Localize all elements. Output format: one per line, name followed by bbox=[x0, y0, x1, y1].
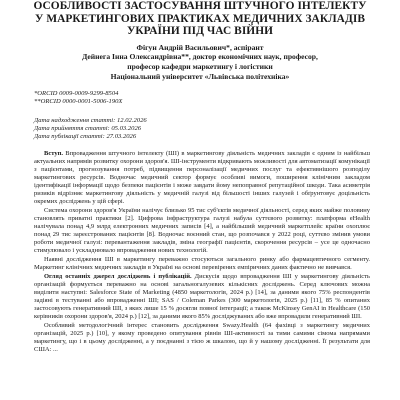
date-received: Дата надходження статті: 12.02.2026 bbox=[34, 116, 147, 124]
paragraph-literature-review bbox=[34, 273, 370, 321]
article-body bbox=[34, 150, 370, 354]
title-line-3: УКРАЇНИ ПІД ЧАС ВІЙНИ bbox=[126, 25, 274, 38]
author-1: Фігун Андрій Васильович*, аспірант bbox=[136, 42, 264, 52]
paragraph-1-text: Впровадження штучного інтелекту (ШІ) в маркетингову діяльність медичних закладів є одним із найбільш актуальних напрямів розвитку охорони здоров'я. ШІ-інструменти відкривають можливості для автоматизації комунікації з пацієнтами, прогнозування потреб, підвищення персоналізації медичних послуг та ефективнішого розподілу маркетингових ресурсів. Водночас медичний сектор формує особливі вимоги, поширення клінічним закладом ідентифікації інформації щодо безпеки пацієнтів і може завдати йому непоправної репутаційної шкоди. Така асиметрія ризиків відрізняє маркетингову діяльність у медичній галузі від більшості інших галузей і обґрунтовує доцільність окремих досліджень у цій сфері. bbox=[34, 150, 370, 205]
title-line-1: ОСОБЛИВОСТІ ЗАСТОСУВАННЯ ШТУЧНОГО ІНТЕЛЕКТУ bbox=[33, 0, 367, 12]
paper-title bbox=[0, 0, 400, 38]
paragraph-introduction bbox=[34, 150, 370, 206]
orcid-2: **ORCID 0000-0001-5006-190X bbox=[34, 98, 123, 106]
paragraph-3: Наявні дослідження ШІ в маркетингу переважно стосуються загального ринку або фармацевтичного сегменту. Маркетинг клінічних медичних закладів в Україні на основі перевірених емпіричних даних фактично не вивчався. bbox=[34, 255, 370, 271]
date-published: Дата публікації статті: 27.03.2026 bbox=[34, 132, 137, 140]
orcid-1: *ORCID 0009-0009-9299-8504 bbox=[34, 90, 119, 98]
heading-introduction: Вступ. bbox=[44, 150, 63, 158]
heading-literature-review: Огляд останніх джерел досліджень і публікацій. bbox=[44, 273, 192, 281]
author-affiliation: Національний університет «Львівська політехніка» bbox=[110, 71, 290, 81]
paragraph-5: Особливий методологічний інтерес становить дослідження Swazy.Health (64 фахівці з маркетингу медичних організацій, 2025 р.) [10], у якому проведено опитування рівнів ШІ-активності за тими самими сімома напрямами маркетингу, що і в цьому дослідженні, а у поєднанні з тією ж шкалою, що й у нашому дослідженні. Її результати для США: ... bbox=[34, 321, 370, 353]
date-accepted: Дата прийняття статті: 05.03.2026 bbox=[34, 124, 142, 132]
author-block bbox=[0, 43, 400, 81]
paragraph-4-text: Дискусія щодо впровадження ШІ у маркетингову діяльність організацій формується переважно на основі загальногалузевих кількісних досліджень. Серед ключових можна виділити наступні: Salesforce State of Marketing (4850 маркетологів, 2024 р.) [14], за даними якого 75% респондентів задіяні в тестуванні або впровадженні ШІ; SAS / Coleman Parkes (300 маркетологів, 2025 р.) [11], 85 % опитаних застосовують генеративний ШІ, з яких лише 15 % досягли повної інтеграції; а також McKinsey GenAI in Healthcare (150 керівників охорони здоров'я, 2024 р.) [12], за даними якого 85% досліджуваних або вже впровадили генеративний ШІ. bbox=[34, 273, 370, 320]
article-dates bbox=[34, 117, 400, 142]
author-2: Дейнега Інна Олександрівна**, доктор економічних наук, професор, bbox=[82, 52, 318, 62]
orcid-block bbox=[34, 90, 400, 106]
author-position: професор кафедри маркетингу і логістики bbox=[127, 61, 273, 71]
paragraph-2: Система охорони здоров'я України налічує близько 95 тис суб'єктів медичної діяльності, серед яких майже половину становлять приватні практики [2]. Цифрова інфраструктура галузі набула суттєвого розвитку: платформа eHealth налічувала понад 4,9 млрд електронних медичних записів [4], а найбільший медичний маркетплейс країни охоплює понад 29 тис зареєстрованих пацієнтів [8]. Водночас воєнний стан, що розпочався у 2022 році, суттєво змінив умови роботи медичної галузі: перевантаження закладів, зміна географії пацієнтів, скорочення ресурсів – усе це одночасно стимулювало і ускладнювало впровадження нових технологій. bbox=[34, 207, 370, 254]
title-line-2: У МАРКЕТИНГОВИХ ПРАКТИКАХ МЕДИЧНИХ ЗАКЛАДІВ bbox=[35, 12, 365, 25]
